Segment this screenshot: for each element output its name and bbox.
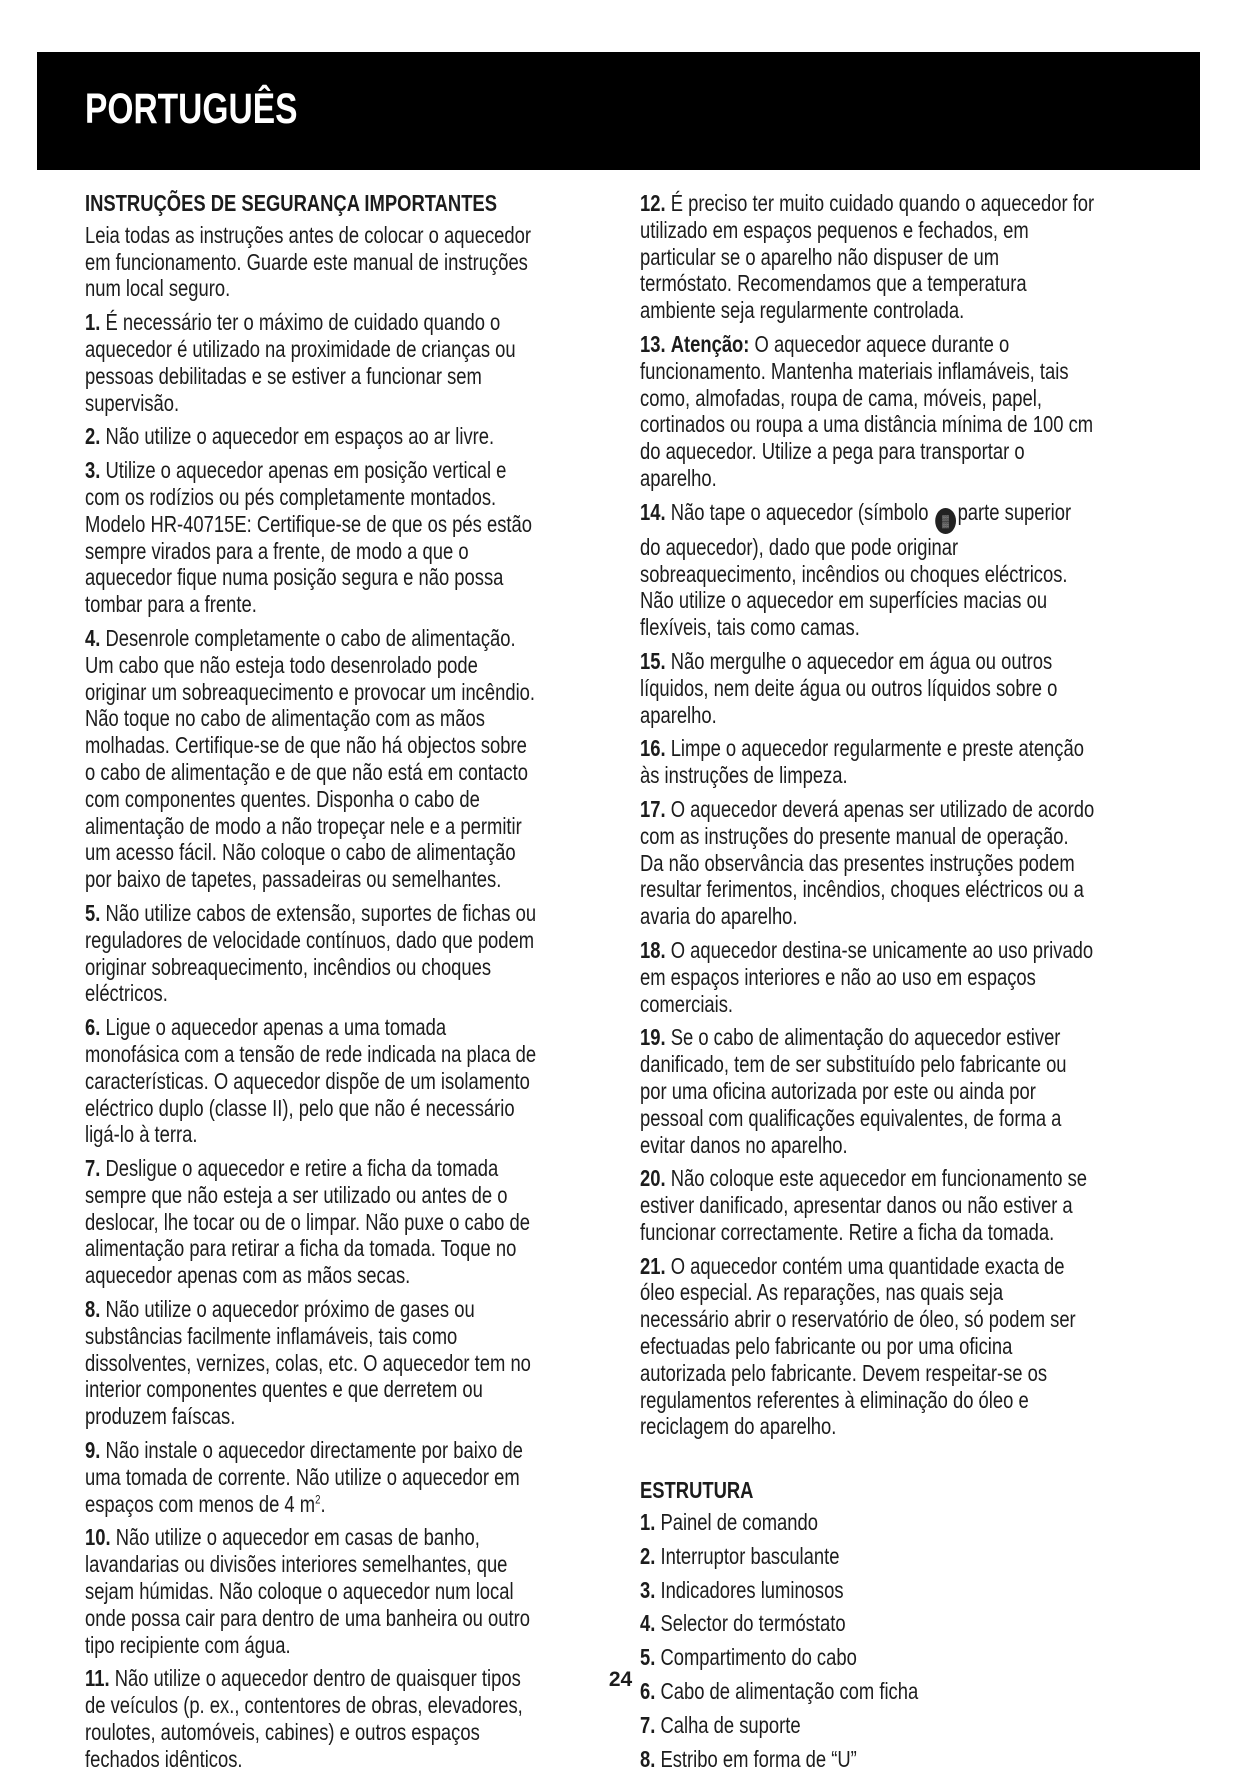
right-column: [640, 190, 1096, 1779]
structure-list-item: 5. Compartimento do cabo: [640, 1644, 857, 1671]
safety-item: 8. Não utilize o aquecedor próximo de gases ou substâncias facilmente inflamáveis, tais como dissolventes, vernizes, colas, etc. O aquecedor tem no interior componentes quentes e que derretem ou produzem faíscas.: [85, 1296, 531, 1430]
safety-item: 12. É preciso ter muito cuidado quando o aquecedor for utilizado em espaços pequenos e fechados, em particular se o aparelho não dispuser de um termóstato. Recomendamos que a temperatura ambiente seja regularmente controlada.: [640, 190, 1095, 324]
page-number: 24: [608, 1668, 633, 1691]
safety-item: 14. Não tape o aquecedor (símbolo ▒ parte superior do aquecedor), dado que pode originar sobreaquecimento, incêndios ou choques eléctricos. Não utilize o aquecedor em superfícies macias ou flexíveis, tais como camas.: [640, 498, 1072, 641]
language-title: PORTUGUÊS: [85, 85, 298, 133]
structure-list-item: 6. Cabo de alimentação com ficha: [640, 1678, 919, 1705]
structure-list-item: 1. Painel de comando: [640, 1509, 818, 1536]
safety-item: 5. Não utilize cabos de extensão, suportes de fichas ou reguladores de velocidade contínuos, dado que podem originar sobreaquecimento, incêndios ou choques eléctricos.: [85, 899, 537, 1007]
safety-item: 2. Não utilize o aquecedor em espaços ao ar livre.: [85, 423, 495, 450]
safety-item: 18. O aquecedor destina-se unicamente ao uso privado em espaços interiores e não ao uso em espaços comerciais.: [640, 936, 1094, 1017]
structure-list-item: 7. Calha de suporte: [640, 1711, 801, 1738]
safety-item: 21. O aquecedor contém uma quantidade exacta de óleo especial. As reparações, nas quais seja necessário abrir o reservatório de óleo, só podem ser efectuadas pelo fabricante ou por uma oficina autorizada pelo fabricante. Devem respeitar-se os regulamentos referentes à eliminação do óleo e reciclagem do aparelho.: [640, 1252, 1076, 1440]
safety-item: 16. Limpe o aquecedor regularmente e preste atenção às instruções de limpeza.: [640, 735, 1084, 789]
safety-item: 13. Atenção: O aquecedor aquece durante o funcionamento. Mantenha materiais inflamáveis, tais como, almofadas, roupa de cama, móveis, papel, cortinados ou roupa a uma distância mínima de 100 cm do aquecedor. Utilize a pega para transportar o aparelho.: [640, 330, 1094, 491]
safety-section-title: INSTRUÇÕES DE SEGURANÇA IMPORTANTES: [85, 190, 497, 216]
safety-intro: Leia todas as instruções antes de colocar o aquecedor em funcionamento. Guarde este manual de instruções num local seguro.: [85, 221, 531, 302]
structure-list-item: 3. Indicadores luminosos: [640, 1576, 844, 1603]
structure-list-item: 4. Selector do termóstato: [640, 1610, 846, 1637]
safety-item: 7. Desligue o aquecedor e retire a ficha da tomada sempre que não esteja a ser utilizado ou antes de o deslocar, lhe tocar ou de o limpar. Não puxe o cabo de alimentação para retirar a ficha da tomada. Toque no aquecedor apenas com as mãos secas.: [85, 1155, 530, 1289]
section-spacer: [640, 1447, 1096, 1477]
do-not-cover-symbol-icon: ▒: [935, 508, 956, 534]
safety-item: 20. Não coloque este aquecedor em funcionamento se estiver danificado, apresentar danos ou não estiver a funcionar correctamente. Retire a ficha da tomada.: [640, 1165, 1088, 1245]
safety-item: 3. Utilize o aquecedor apenas em posição vertical e com os rodízios ou pés completamente montados. Modelo HR-40715E: Certifique-se de que os pés estão sempre virados para a frente, de modo a que o aquecedor fique numa posição segura e não possa tombar para a frente.: [85, 457, 532, 618]
safety-item: 11. Não utilize o aquecedor dentro de quaisquer tipos de veículos (p. ex., contentores de obras, elevadores, roulotes, automóveis, cabines) e outros espaços fechados idênticos.: [85, 1665, 523, 1772]
safety-item: 4. Desenrole completamente o cabo de alimentação. Um cabo que não esteja todo desenrolado pode originar um sobreaquecimento e provocar um incêndio. Não toque no cabo de alimentação com as mãos molhadas. Certifique-se de que não há objectos sobre o cabo de alimentação e de que não está em contacto com componentes quentes. Disponha o cabo de alimentação de modo a não tropeçar nele e a permitir um acesso fácil. Não coloque o cabo de alimentação por baixo de tapetes, passadeiras ou semelhantes.: [85, 624, 536, 893]
safety-item: 19. Se o cabo de alimentação do aquecedor estiver danificado, tem de ser substituído pelo fabricante ou por uma oficina autorizada por este ou ainda por pessoal com qualificações equivalentes, de forma a evitar danos no aparelho.: [640, 1024, 1067, 1158]
safety-item: 15. Não mergulhe o aquecedor em água ou outros líquidos, nem deite água ou outros líquidos sobre o aparelho.: [640, 647, 1058, 728]
structure-list-item: 8. Estribo em forma de “U”: [640, 1745, 857, 1772]
safety-item: 10. Não utilize o aquecedor em casas de banho, lavandarias ou divisões interiores semelhantes, que sejam húmidas. Não coloque o aquecedor num local onde possa cair para dentro de uma banheira ou outro tipo recipiente com água.: [85, 1524, 530, 1658]
safety-item: 6. Ligue o aquecedor apenas a uma tomada monofásica com a tensão de rede indicada na placa de características. O aquecedor dispõe de um isolamento eléctrico duplo (classe II), pelo que não é necessário ligá-lo à terra.: [85, 1014, 537, 1148]
left-column: [85, 190, 541, 1780]
structure-list-item: 2. Interruptor basculante: [640, 1542, 840, 1569]
safety-item: 17. O aquecedor deverá apenas ser utilizado de acordo com as instruções do presente manual de operação. Da não observância das presentes instruções podem resultar ferimentos, incêndios, choques eléctricos ou a avaria do aparelho.: [640, 795, 1095, 930]
structure-section-title: ESTRUTURA: [640, 1477, 754, 1504]
safety-item: 1. É necessário ter o máximo de cuidado quando o aquecedor é utilizado na proximidade de crianças ou pessoas debilitadas e se estiver a funcionar sem supervisão.: [85, 309, 516, 416]
safety-item: 9. Não instale o aquecedor directamente por baixo de uma tomada de corrente. Não utilize o aquecedor em espaços com menos de 4 $m^2$.: [85, 1437, 523, 1517]
